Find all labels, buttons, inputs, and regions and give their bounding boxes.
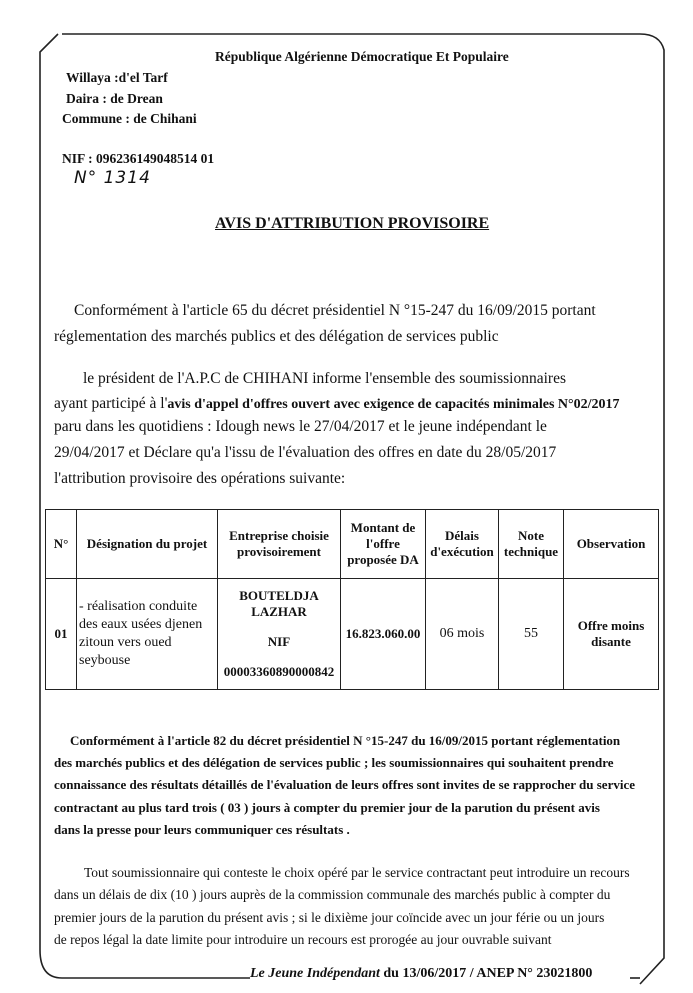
para2-line4: 29/04/2017 et Déclare qu'a l'issu de l'évaluation des offres en date du 28/05/2017	[54, 444, 557, 461]
willaya-line: Willaya :d'el Tarf	[66, 70, 168, 85]
appel-offres-reference: avis d'appel d'offres ouvert avec exigence de capacités minimales N°02/2017	[167, 397, 620, 412]
entreprise-name: BOUTELDJA LAZHAR	[239, 588, 319, 619]
col-header-delais: Délais d'exécution	[426, 510, 499, 579]
entreprise-nif: 00003360890000842	[223, 664, 335, 679]
para4-line1: Tout soumissionnaire qui conteste le choix opéré par le service contractant peut introduire un recours	[84, 865, 630, 880]
newspaper-name: Le Jeune Indépendant	[250, 966, 380, 981]
para1-line2: réglementation des marchés publics et des délégation de services public	[54, 328, 499, 345]
cell-entreprise	[218, 579, 341, 690]
table-header-row	[46, 510, 659, 579]
para2-line5: l'attribution provisoire des opérations suivante:	[54, 470, 346, 487]
daira-line: Daira : de Drean	[66, 91, 163, 106]
entreprise-nif-label: NIF	[267, 634, 291, 649]
col-header-observation: Observation	[564, 510, 659, 579]
cell-no: 01	[46, 579, 77, 690]
cell-montant: 16.823.060.00	[341, 579, 426, 690]
para1-line1: Conformément à l'article 65 du décret présidentiel N °15-247 du 16/09/2015 portant	[74, 302, 596, 319]
col-header-montant: Montant de l'offre proposée DA	[341, 510, 426, 579]
cell-observation: Offre moins disante	[564, 579, 659, 690]
col-header-designation: Désignation du projet	[77, 510, 218, 579]
col-header-no: N°	[46, 510, 77, 579]
para3-line3: connaissance des résultats détaillés de l'évaluation de leurs offres sont invites de se rapprocher du service	[54, 777, 636, 792]
para2-line2	[54, 395, 620, 413]
nif-line: NIF : 096236149048514 01	[62, 151, 215, 166]
republic-heading: République Algérienne Démocratique Et Populaire	[215, 49, 509, 64]
cell-designation: - réalisation conduite des eaux usées djenen zitoun vers oued seybouse	[77, 579, 218, 690]
para4-line4: de repos légal la date limite pour introduire un recours est prorogée au jour ouvrable suivant	[54, 932, 552, 947]
handwritten-number: N° 1314	[74, 168, 151, 188]
cell-delais: 06 mois	[426, 579, 499, 690]
col-header-entreprise: Entreprise choisie provisoirement	[218, 510, 341, 579]
publication-details: du 13/06/2017 / ANEP N° 23021800	[379, 966, 593, 981]
para4-line3: premier jours de la parution du présent avis ; si le dixième jour coïncide avec un jour férie ou un jours	[54, 910, 605, 925]
table-row	[46, 579, 659, 690]
para2-line1: le président de l'A.P.C de CHIHANI informe l'ensemble des soumissionnaires	[83, 370, 566, 387]
col-header-note: Note technique	[499, 510, 564, 579]
document-title: AVIS D'ATTRIBUTION PROVISOIRE	[215, 215, 490, 232]
commune-line: Commune : de Chihani	[62, 111, 197, 126]
para3-line5: dans la presse pour leurs communiquer ces résultats .	[54, 822, 350, 837]
para3-line4: contractant au plus tard trois ( 03 ) jours à compter du premier jour de la parution du présent avis	[54, 800, 600, 815]
para4-line2: dans un délais de dix (10 ) jours auprès de la commission communale des marchés public à compter du	[54, 887, 611, 902]
para2-line2-start: ayant participé à l'	[54, 395, 168, 412]
para3-line2: des marchés publics et des délégation de services public ; les soumissionnaires qui souhaitent prendre	[54, 755, 614, 770]
attribution-table	[45, 509, 659, 690]
publication-footer	[250, 966, 592, 982]
para2-line3: paru dans les quotidiens : Idough news le 27/04/2017 et le jeune indépendant le	[54, 418, 547, 435]
para3-line1: Conformément à l'article 82 du décret présidentiel N °15-247 du 16/09/2015 portant réglementation	[70, 733, 621, 748]
cell-note: 55	[499, 579, 564, 690]
